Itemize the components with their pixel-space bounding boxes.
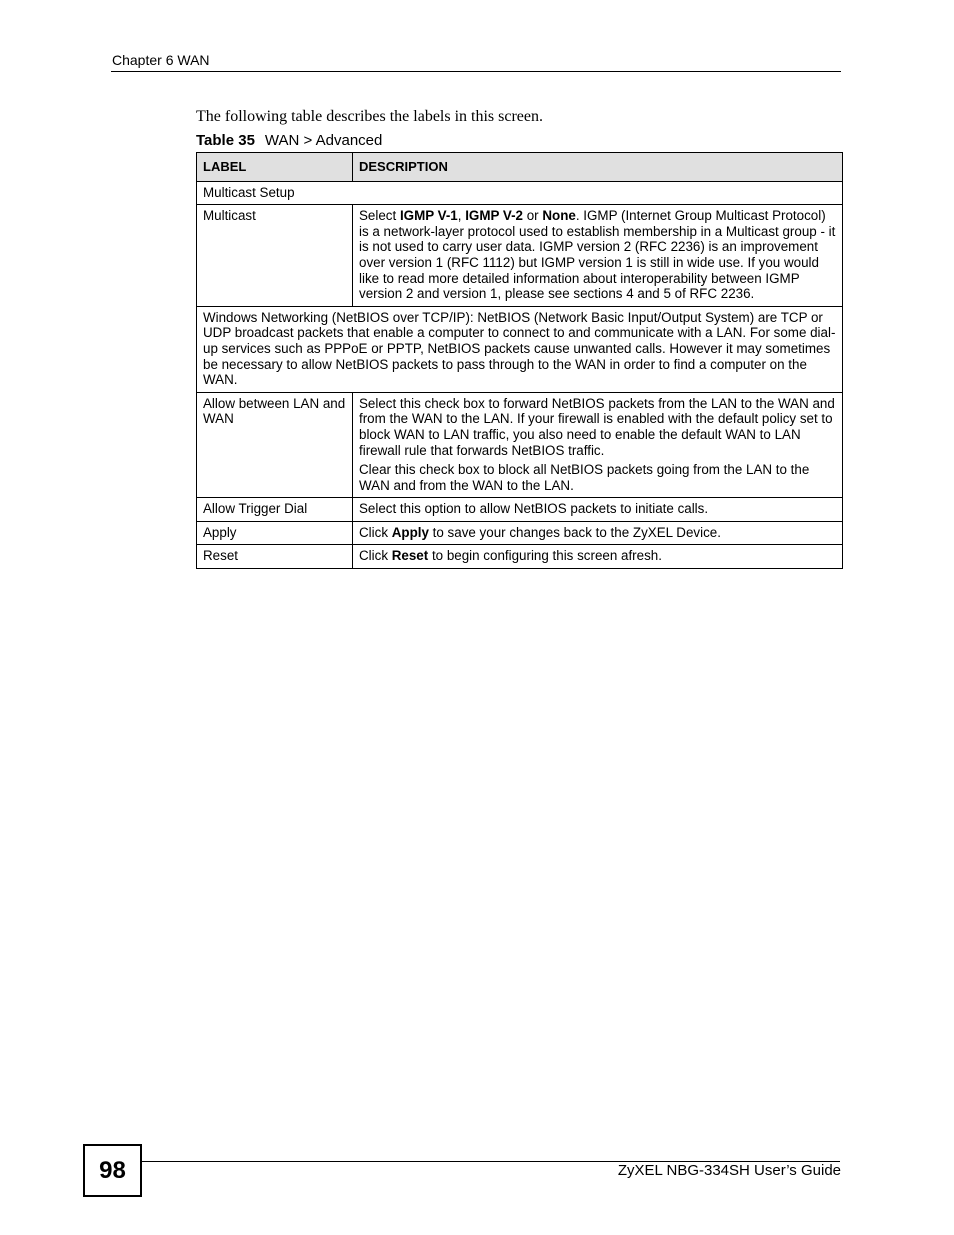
description-paragraph: Clear this check box to block all NetBIOS packets going from the LAN to the WAN and from the WAN to the LAN. bbox=[359, 462, 810, 493]
row-label: Allow between LAN and WAN bbox=[197, 392, 353, 498]
table-header-row bbox=[197, 153, 843, 182]
row-description: Select IGMP V-1, IGMP V-2 or None. IGMP (Internet Group Multicast Protocol) is a network-layer protocol used to establish membership in a Multicast group - it is not used to carry user data. IGMP version 2 (RFC 2236) is an improvement over version 1 (RFC 1112) but IGMP version 1 is still in wide use. If you would like to read more detailed information about interoperability between IGMP version 2 and version 1, please see sections 4 and 5 of RFC 2236. bbox=[353, 205, 843, 307]
section-row-netbios bbox=[197, 306, 843, 392]
table-row bbox=[197, 545, 843, 569]
table-row bbox=[197, 521, 843, 545]
row-label: Apply bbox=[197, 521, 353, 545]
description-table bbox=[196, 152, 843, 569]
table-row bbox=[197, 392, 843, 498]
section-row-multicast bbox=[197, 181, 843, 205]
table-title: WAN > Advanced bbox=[264, 132, 383, 149]
table-caption bbox=[196, 132, 382, 149]
row-label: Allow Trigger Dial bbox=[197, 498, 353, 522]
column-header-description: DESCRIPTION bbox=[353, 153, 843, 182]
row-label: Reset bbox=[197, 545, 353, 569]
description-paragraph: Select this check box to forward NetBIOS packets from the LAN to the WAN and from the WAN to the LAN. If your firewall is enabled with the default policy set to block WAN to LAN traffic, you also need to enable the default WAN to LAN firewall rule that forwards NetBIOS traffic. bbox=[359, 395, 835, 458]
row-description: Click Apply to save your changes back to the ZyXEL Device. bbox=[353, 521, 843, 545]
section-multicast-setup: Multicast Setup bbox=[197, 181, 843, 205]
intro-text: The following table describes the labels in this screen. bbox=[196, 108, 544, 125]
guide-title: ZyXEL NBG-334SH User’s Guide bbox=[617, 1162, 841, 1179]
column-header-label: LABEL bbox=[197, 153, 353, 182]
row-label: Multicast bbox=[197, 205, 353, 307]
row-description: Click Reset to begin configuring this screen afresh. bbox=[353, 545, 843, 569]
table-row bbox=[197, 205, 843, 307]
page-number: 98 bbox=[83, 1144, 142, 1197]
row-description: Select this option to allow NetBIOS packets to initiate calls. bbox=[353, 498, 843, 522]
header-rule bbox=[111, 71, 841, 72]
table-row bbox=[197, 498, 843, 522]
row-description bbox=[353, 392, 843, 498]
chapter-header: Chapter 6 WAN bbox=[112, 52, 210, 68]
table-number: Table 35 bbox=[196, 132, 255, 149]
section-windows-networking: Windows Networking (NetBIOS over TCP/IP): NetBIOS (Network Basic Input/Output System) are TCP or UDP broadcast packets that enable a computer to connect to and communicate with a LAN. For some dial-up services such as PPPoE or PPTP, NetBIOS packets cause unwanted calls. However it may sometimes be necessary to allow NetBIOS packets to pass through to the WAN in order to find a computer on the WAN. bbox=[197, 306, 843, 392]
